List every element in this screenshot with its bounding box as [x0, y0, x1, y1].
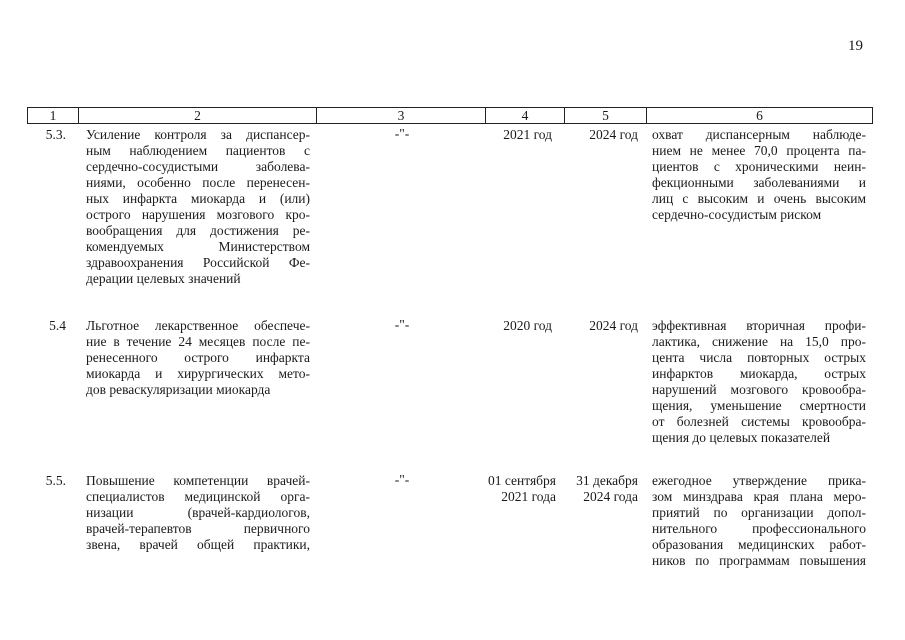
row-result: эффективная вторичная профи- лактика, снижение на 15,0 про- цента числа повторных острых инфарктов миокарда, острых нарушений мозгового кровообра- щения, уменьшение смертности от болезней системы кровообра- щения до целевых показателей [652, 318, 866, 445]
row-executor: -"- [394, 472, 410, 487]
row-description: Льготное лекарственное обеспече- ние в течение 24 месяцев после пе- ренесенного острого инфаркта миокарда и хирургических мето- дов реваскуляризации миокарда [86, 318, 310, 397]
row-executor: -"- [394, 317, 410, 332]
header-col-4: 4 [486, 108, 565, 123]
row-number: 5.4 [49, 318, 66, 333]
row-start-date: 2020 год [503, 318, 552, 333]
table-header-row [27, 107, 873, 124]
row-end-date: 31 декабря 2024 года [576, 473, 638, 504]
row-number: 5.3. [45, 127, 66, 142]
page-number: 19 [848, 38, 863, 54]
row-result: охват диспансерным наблюде- нием не менее 70,0 процента па- циентов с хроническими неин- фекционными заболеваниями и лиц с высоким и очень высоким сердечно-сосудистым риском [652, 127, 866, 222]
row-description: Усиление контроля за диспансер- ным наблюдением пациентов с сердечно-сосудистыми заболева- ниями, особенно после перенесен- ных инфаркта миокарда и (или) острого нарушения мозгового кро- вообращения для достижения ре- комендуемых Министерством здравоохранения Российской Фе- дерации целевых значений [86, 127, 310, 286]
header-col-1: 1 [28, 108, 79, 123]
row-number: 5.5. [45, 473, 66, 488]
row-end-date: 2024 год [589, 127, 638, 142]
header-col-5: 5 [565, 108, 647, 123]
row-result: ежегодное утверждение прика- зом минздрава края плана меро- приятий по организации допол- нительного профессионального образования медицинских работ- ников по программам повышения [652, 473, 866, 568]
row-description: Повышение компетенции врачей- специалистов медицинской орга- низации (врачей-кардиологов, врачей-терапевтов первичного звена, врачей общей практики, [86, 473, 310, 552]
header-col-6: 6 [756, 108, 763, 123]
header-col-3: 3 [317, 108, 486, 123]
row-start-date: 2021 год [503, 127, 552, 142]
row-end-date: 2024 год [589, 318, 638, 333]
row-executor: -"- [394, 126, 410, 141]
header-col-2: 2 [79, 108, 317, 123]
row-start-date: 01 сентября 2021 года [487, 473, 556, 504]
